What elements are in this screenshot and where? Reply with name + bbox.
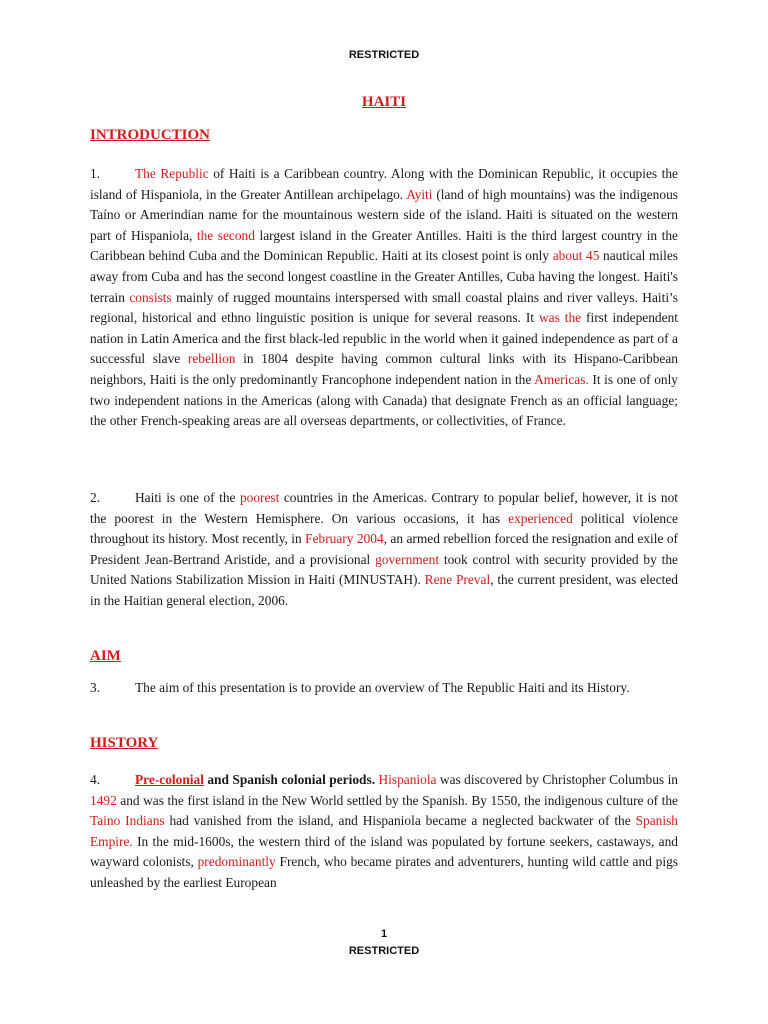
paragraph-1 <box>90 164 678 432</box>
inline-link[interactable]: Americas. <box>534 371 589 387</box>
body-text: largest island in the Greater Antilles. Haiti is the third largest country in the Caribbean behind Cuba and the Dominican Republic. Haiti at its closest point is only <box>90 227 679 264</box>
page-number: 1 <box>380 928 388 940</box>
inline-link[interactable]: The Republic <box>135 166 209 181</box>
paragraph-number: 2. <box>90 490 101 505</box>
inline-link[interactable]: was the <box>538 310 582 326</box>
body-text: and was the first island in the New World settled by the Spanish. By 1550, the indigenous culture of the <box>116 792 678 808</box>
body-text: (land of high mountains) was the indigenous Taíno or Amerindian name for the mountainous western side of the island. Haiti is situated on the western part of Hispaniola, <box>90 186 678 243</box>
body-text: mainly of rugged mountains interspersed with small coastal plains and river valleys. Haiti’s regional, historical and ethno linguistic position is unique for several reasons. It <box>90 289 678 326</box>
body-text: had vanished from the island, and Hispaniola became a neglected backwater of the <box>164 813 636 829</box>
inline-link[interactable]: experienced <box>508 510 573 526</box>
inline-link[interactable]: Ayiti <box>406 186 433 202</box>
paragraph-4-subheading <box>135 772 375 787</box>
paragraph-1-body <box>90 166 678 428</box>
body-text: political violence throughout its history. Most recently, in <box>90 510 679 547</box>
classification-banner-top: RESTRICTED <box>348 49 420 61</box>
paragraph-2 <box>90 488 678 612</box>
body-text: , an armed rebellion forced the resignation and exile of President Jean-Bertrand Aristide, and a provisional <box>90 531 679 567</box>
body-text: in 1804 despite having common cultural links with its Hispano-Caribbean neighbors, Haiti is the only predominantly Francophone independent nation in the <box>90 351 678 387</box>
section-heading-history: HISTORY <box>90 735 159 751</box>
inline-link[interactable]: Hispaniola <box>378 772 437 787</box>
paragraph-number: 4. <box>90 772 101 787</box>
subheading-text: and Spanish colonial periods <box>203 772 372 787</box>
inline-link[interactable]: government <box>375 551 440 567</box>
body-text: French, who became pirates and adventurers, hunting wild cattle and pigs unleashed by the earliest European <box>90 854 678 890</box>
inline-link[interactable]: about 45 <box>552 248 600 264</box>
body-text: was discovered by Christopher Columbus in <box>436 772 678 787</box>
inline-link[interactable]: poorest <box>239 490 280 505</box>
paragraph-3 <box>90 678 678 699</box>
inline-link[interactable]: rebellion <box>187 351 236 367</box>
document-title: HAITI <box>361 94 407 110</box>
section-heading-aim: AIM <box>90 648 121 664</box>
inline-link[interactable]: Rene Preval <box>424 572 491 588</box>
paragraph-number: 1. <box>90 166 101 181</box>
body-text: of Haiti is a Caribbean country. Along with the Dominican Republic, it occupies the island of Hispaniola, in the Greater Antillean archipelago. <box>90 166 679 202</box>
body-text: took control with security provided by the United Nations Stabilization Mission in Haiti (MINUSTAH). <box>90 551 678 588</box>
body-text: first independent nation in Latin America and the first black-led republic in the world when it gained independence as part of a successful slave <box>90 310 678 367</box>
inline-link[interactable]: Taino Indians <box>90 813 165 829</box>
body-text: It is one of only two independent nations in the Americas (along with Canada) that designate French as an official language; the other French-speaking areas are all overseas departments, or collectivities, of France. <box>90 371 678 429</box>
inline-link[interactable]: the second <box>196 227 255 243</box>
section-heading-introduction: INTRODUCTION <box>90 127 211 143</box>
paragraph-4 <box>90 770 678 894</box>
paragraph-2-body <box>90 490 678 608</box>
inline-link[interactable]: Spanish Empire. <box>90 813 678 849</box>
inline-link[interactable]: 1492 <box>90 792 117 808</box>
inline-link[interactable]: consists <box>129 289 172 305</box>
body-text: Haiti is one of the <box>135 490 240 505</box>
body-text: The aim of this presentation is to provide an overview of The Republic Haiti and its History. <box>135 680 630 695</box>
subheading-period: . <box>371 772 376 787</box>
body-text: countries in the Americas. Contrary to popular belief, however, it is not the poorest in the Western Hemisphere. On various occasions, it has <box>90 490 678 526</box>
paragraph-4-body <box>90 772 678 890</box>
body-text: nautical miles away from Cuba and has the second longest coastline in the Greater Antilles, Cuba having the longest. Haiti's terrain <box>90 248 678 305</box>
paragraph-3-body <box>135 680 630 695</box>
classification-banner-bottom: RESTRICTED <box>348 945 420 957</box>
body-text: In the mid-1600s, the western third of the island was populated by fortune seekers, castaways, and wayward colonists, <box>90 833 678 870</box>
subheading-link[interactable]: Pre-colonial <box>135 772 204 787</box>
inline-link[interactable]: predominantly <box>197 854 276 870</box>
paragraph-number: 3. <box>90 680 101 695</box>
inline-link[interactable]: February 2004 <box>305 531 384 547</box>
body-text: , the current president, was elected in the Haitian general election, 2006. <box>90 572 679 608</box>
